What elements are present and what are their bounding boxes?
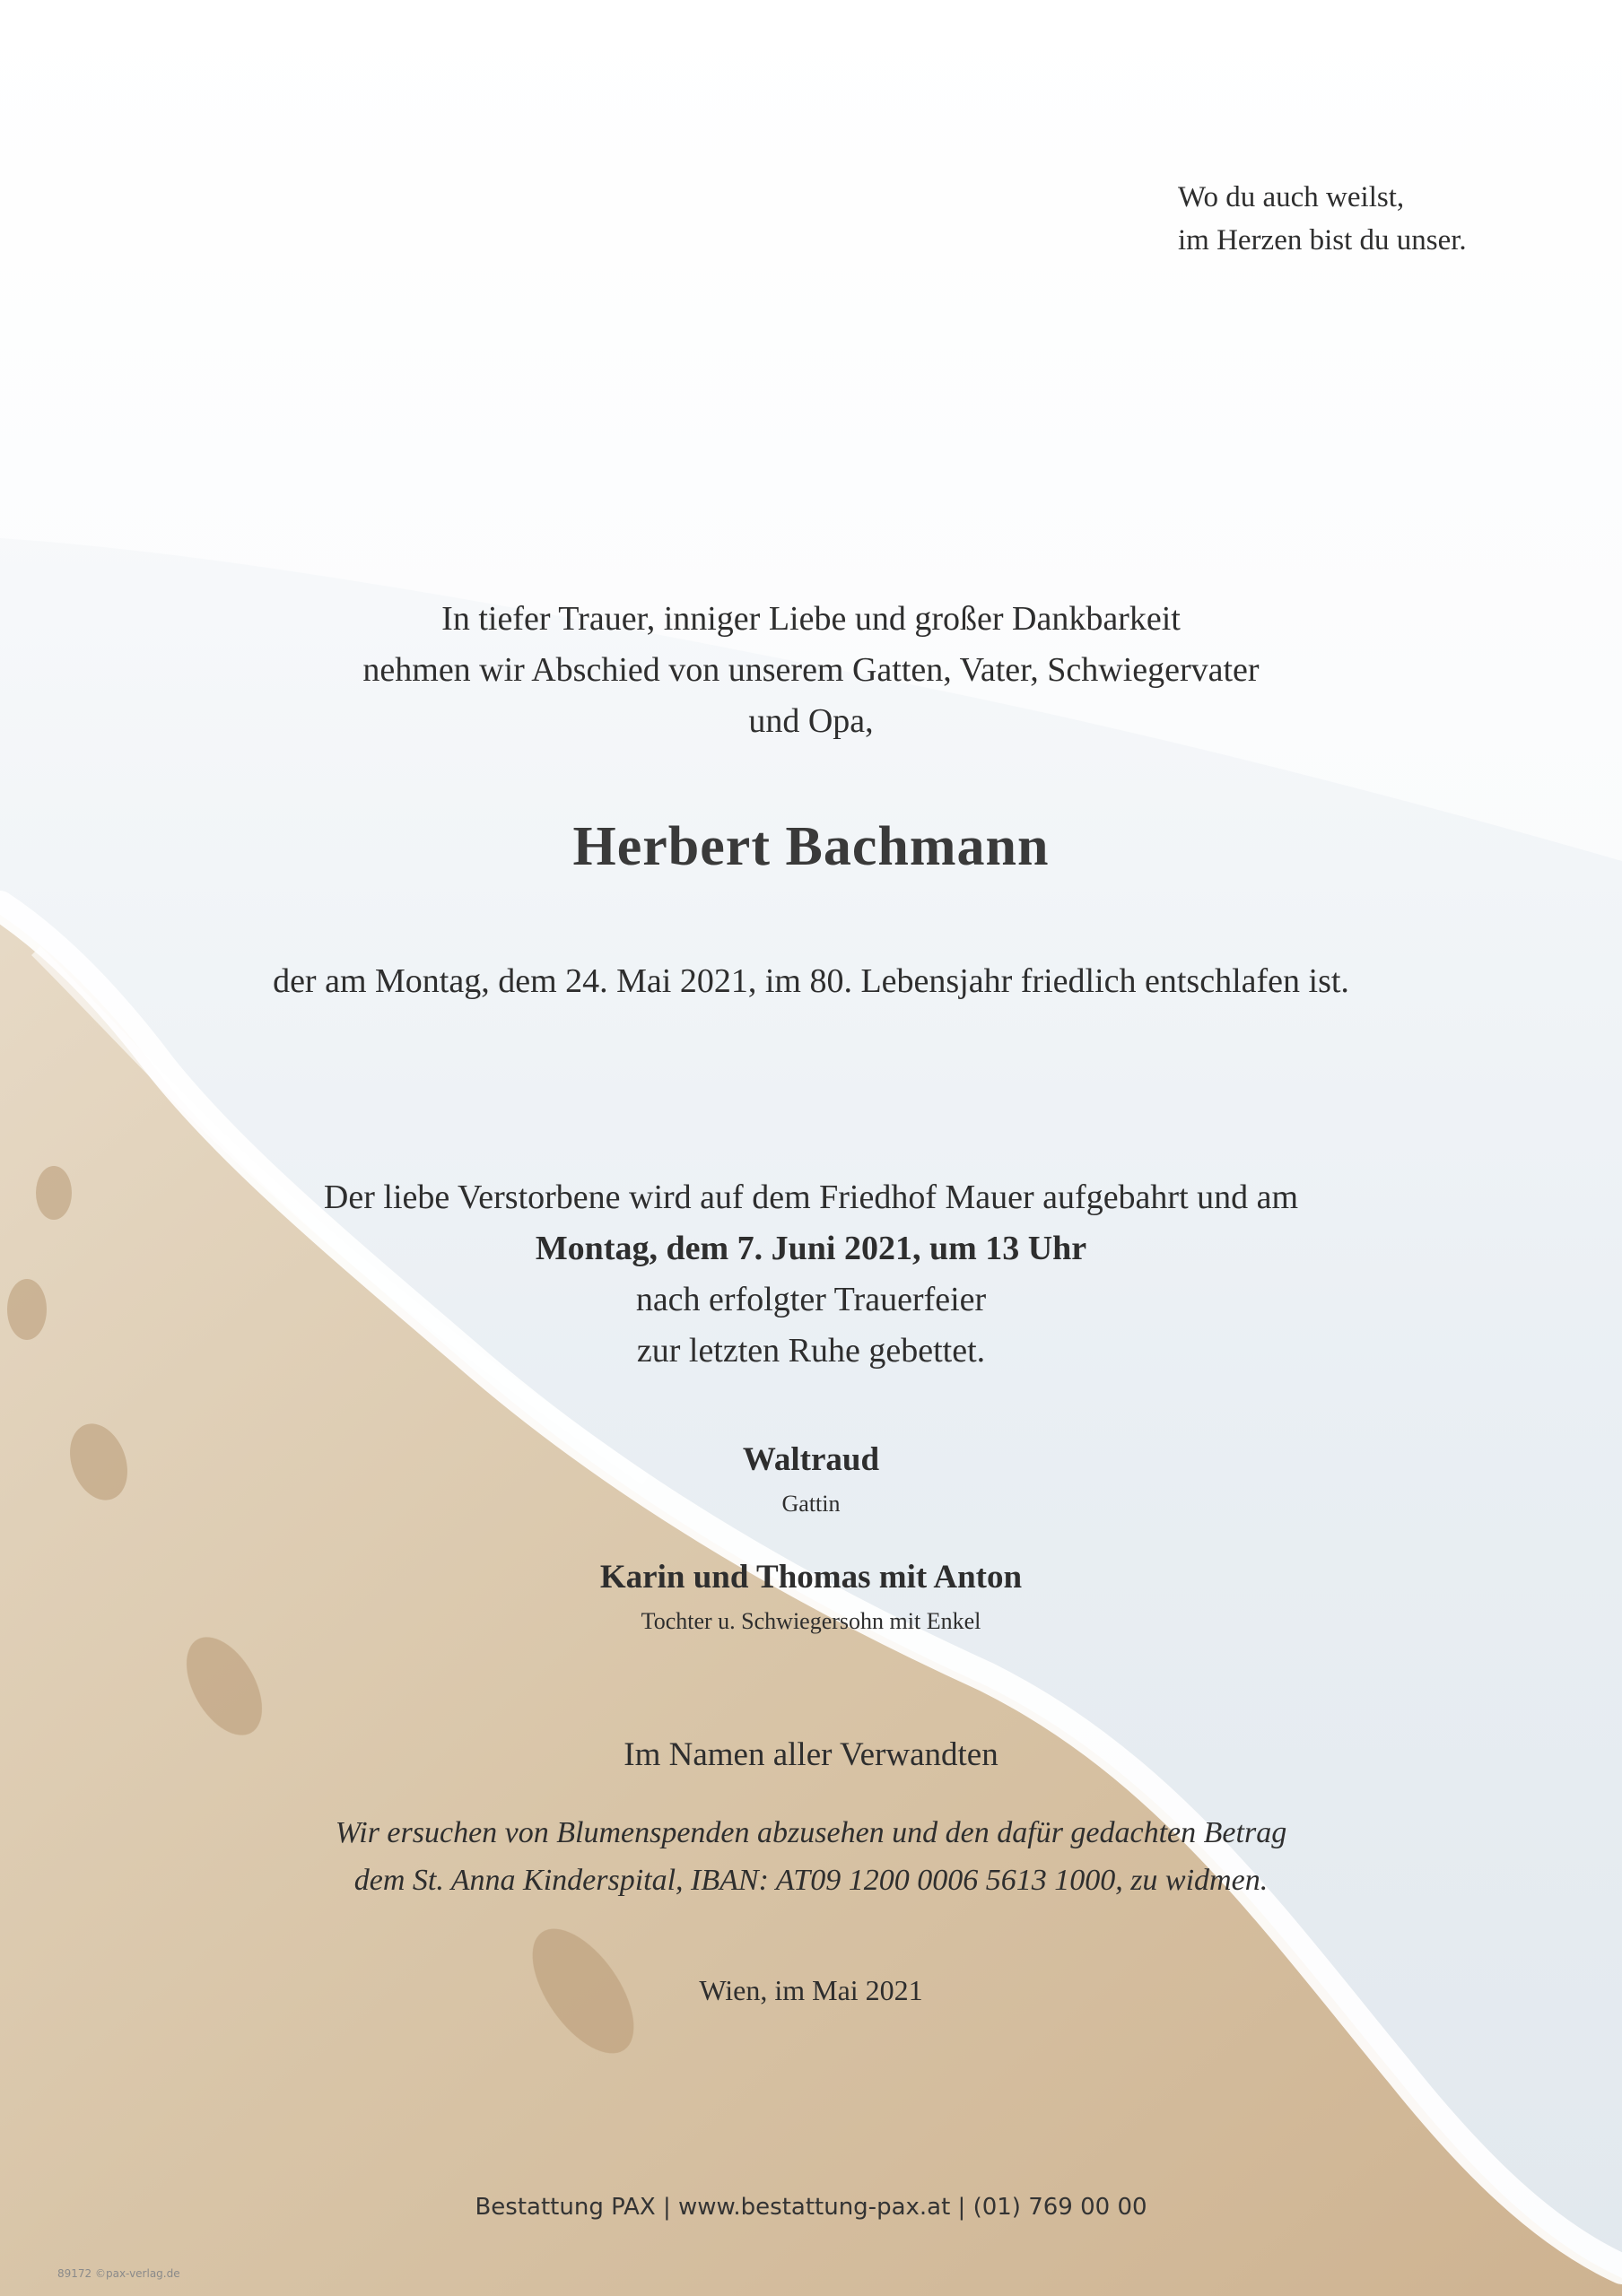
donation-line: Wir ersuchen von Blumenspenden abzusehen und den dafür gedachten Betrag [335,1816,1287,1849]
donation-request [0,1809,1622,1904]
funeral-line: Der liebe Verstorbene wird auf dem Friedhof Mauer aufgebahrt und am [323,1178,1299,1216]
relative-name: Waltraud [742,1441,880,1478]
intro-text [0,594,1622,747]
intro-line: nehmen wir Abschied von unserem Gatten, Vater, Schwiegervater [362,651,1260,689]
on-behalf-line: Im Namen aller Verwandten [624,1736,998,1773]
funeral-line: zur letzten Ruhe gebettet. [636,1332,986,1370]
print-code: 89172 ©pax-verlag.de [57,2267,180,2280]
relative-name: Karin und Thomas mit Anton [599,1559,1023,1596]
relative-role: Tochter u. Schwiegersohn mit Enkel [641,1608,981,1634]
relative-role: Gattin [781,1491,841,1517]
funeral-home-footer: Bestattung PAX | www.bestattung-pax.at | (01) 769 00 00 [475,2194,1147,2221]
place-date: Wien, im Mai 2021 [699,1974,923,2006]
intro-line: In tiefer Trauer, inniger Liebe und großer Dankbarkeit [441,600,1181,638]
death-announcement: der am Montag, dem 24. Mai 2021, im 80. Lebensjahr friedlich entschlafen ist. [273,962,1349,1000]
donation-line: dem St. Anna Kinderspital, IBAN: AT09 1200 0006 5613 1000, zu widmen. [353,1864,1269,1897]
motto-line: Wo du auch weilst, [1178,181,1405,213]
intro-line: und Opa, [748,702,874,740]
motto-line: im Herzen bist du unser. [1178,224,1467,257]
funeral-line: nach erfolgter Trauerfeier [635,1281,987,1318]
funeral-details [0,1172,1622,1377]
funeral-date: Montag, dem 7. Juni 2021, um 13 Uhr [535,1230,1087,1267]
motto-quote [1178,176,1467,262]
deceased-name: Herbert Bachmann [572,816,1050,877]
